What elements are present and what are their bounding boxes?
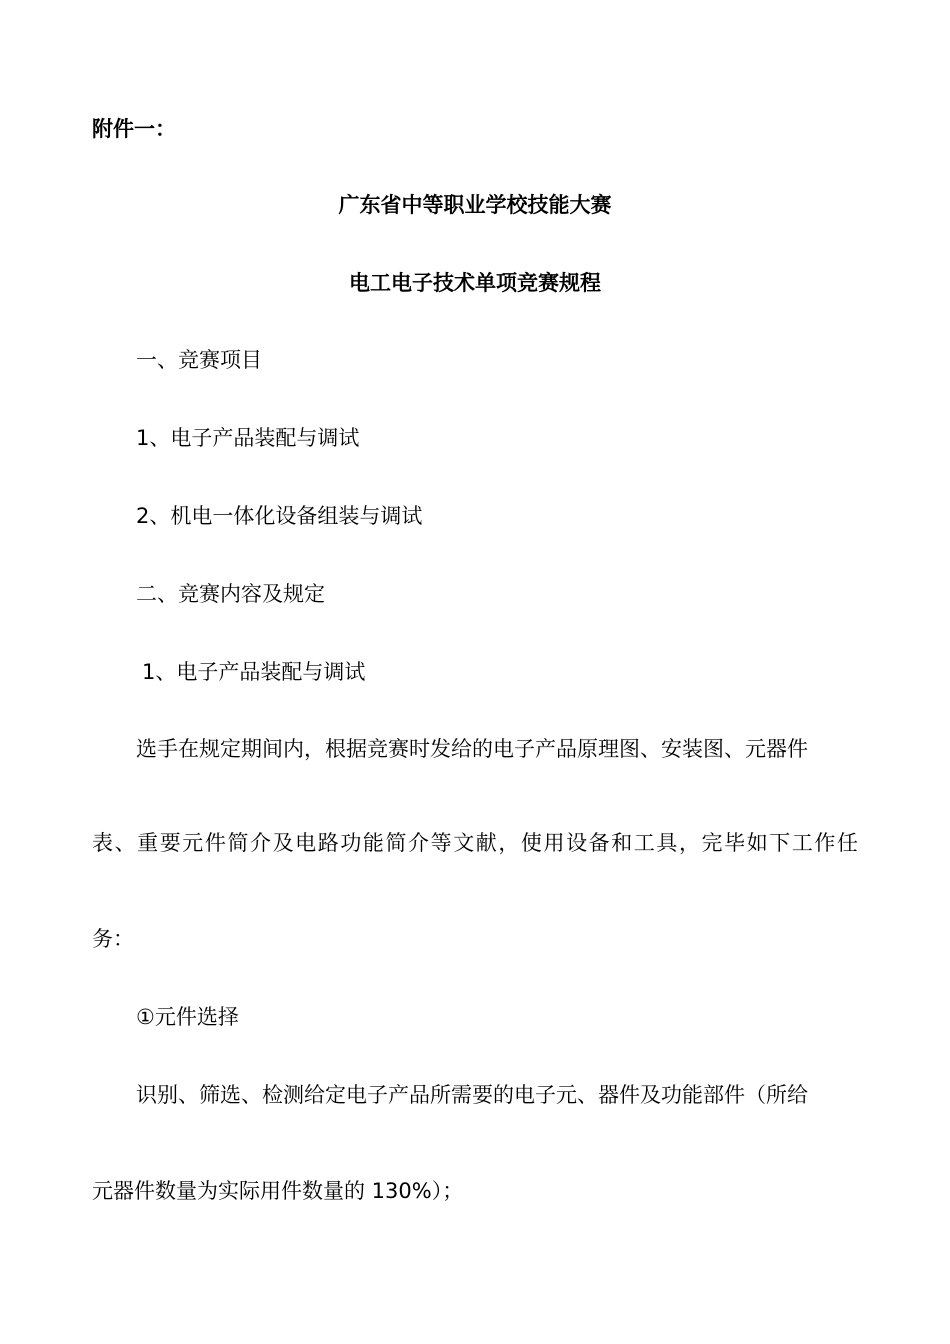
document-title-line2: 电工电子技术单项竞赛规程	[349, 271, 601, 295]
paragraph1-line1: 选手在规定期间内，根据竞赛时发给的电子产品原理图、安装图、元器件	[136, 737, 808, 761]
section1-heading: 一、竞赛项目	[136, 348, 262, 372]
document-title-line1: 广东省中等职业学校技能大赛	[338, 193, 612, 217]
paragraph1-line3: 务：	[92, 927, 134, 951]
item1-heading: ①元件选择	[136, 1005, 239, 1029]
section1-item-1: 1、电子产品装配与调试	[136, 426, 360, 450]
section1-item-2: 2、机电一体化设备组装与调试	[136, 504, 423, 528]
paragraph2-line2: 元器件数量为实际用件数量的 130%）；	[92, 1179, 464, 1203]
section2-subheading-1: 1、电子产品装配与调试	[142, 660, 366, 684]
paragraph1-line2: 表、重要元件简介及电路功能简介等文献，使用设备和工具，完毕如下工作任	[92, 831, 858, 855]
section2-heading: 二、竞赛内容及规定	[136, 582, 325, 606]
attachment-label: 附件一：	[92, 117, 176, 141]
paragraph2-line1: 识别、筛选、检测给定电子产品所需要的电子元、器件及功能部件（所给	[136, 1083, 808, 1107]
